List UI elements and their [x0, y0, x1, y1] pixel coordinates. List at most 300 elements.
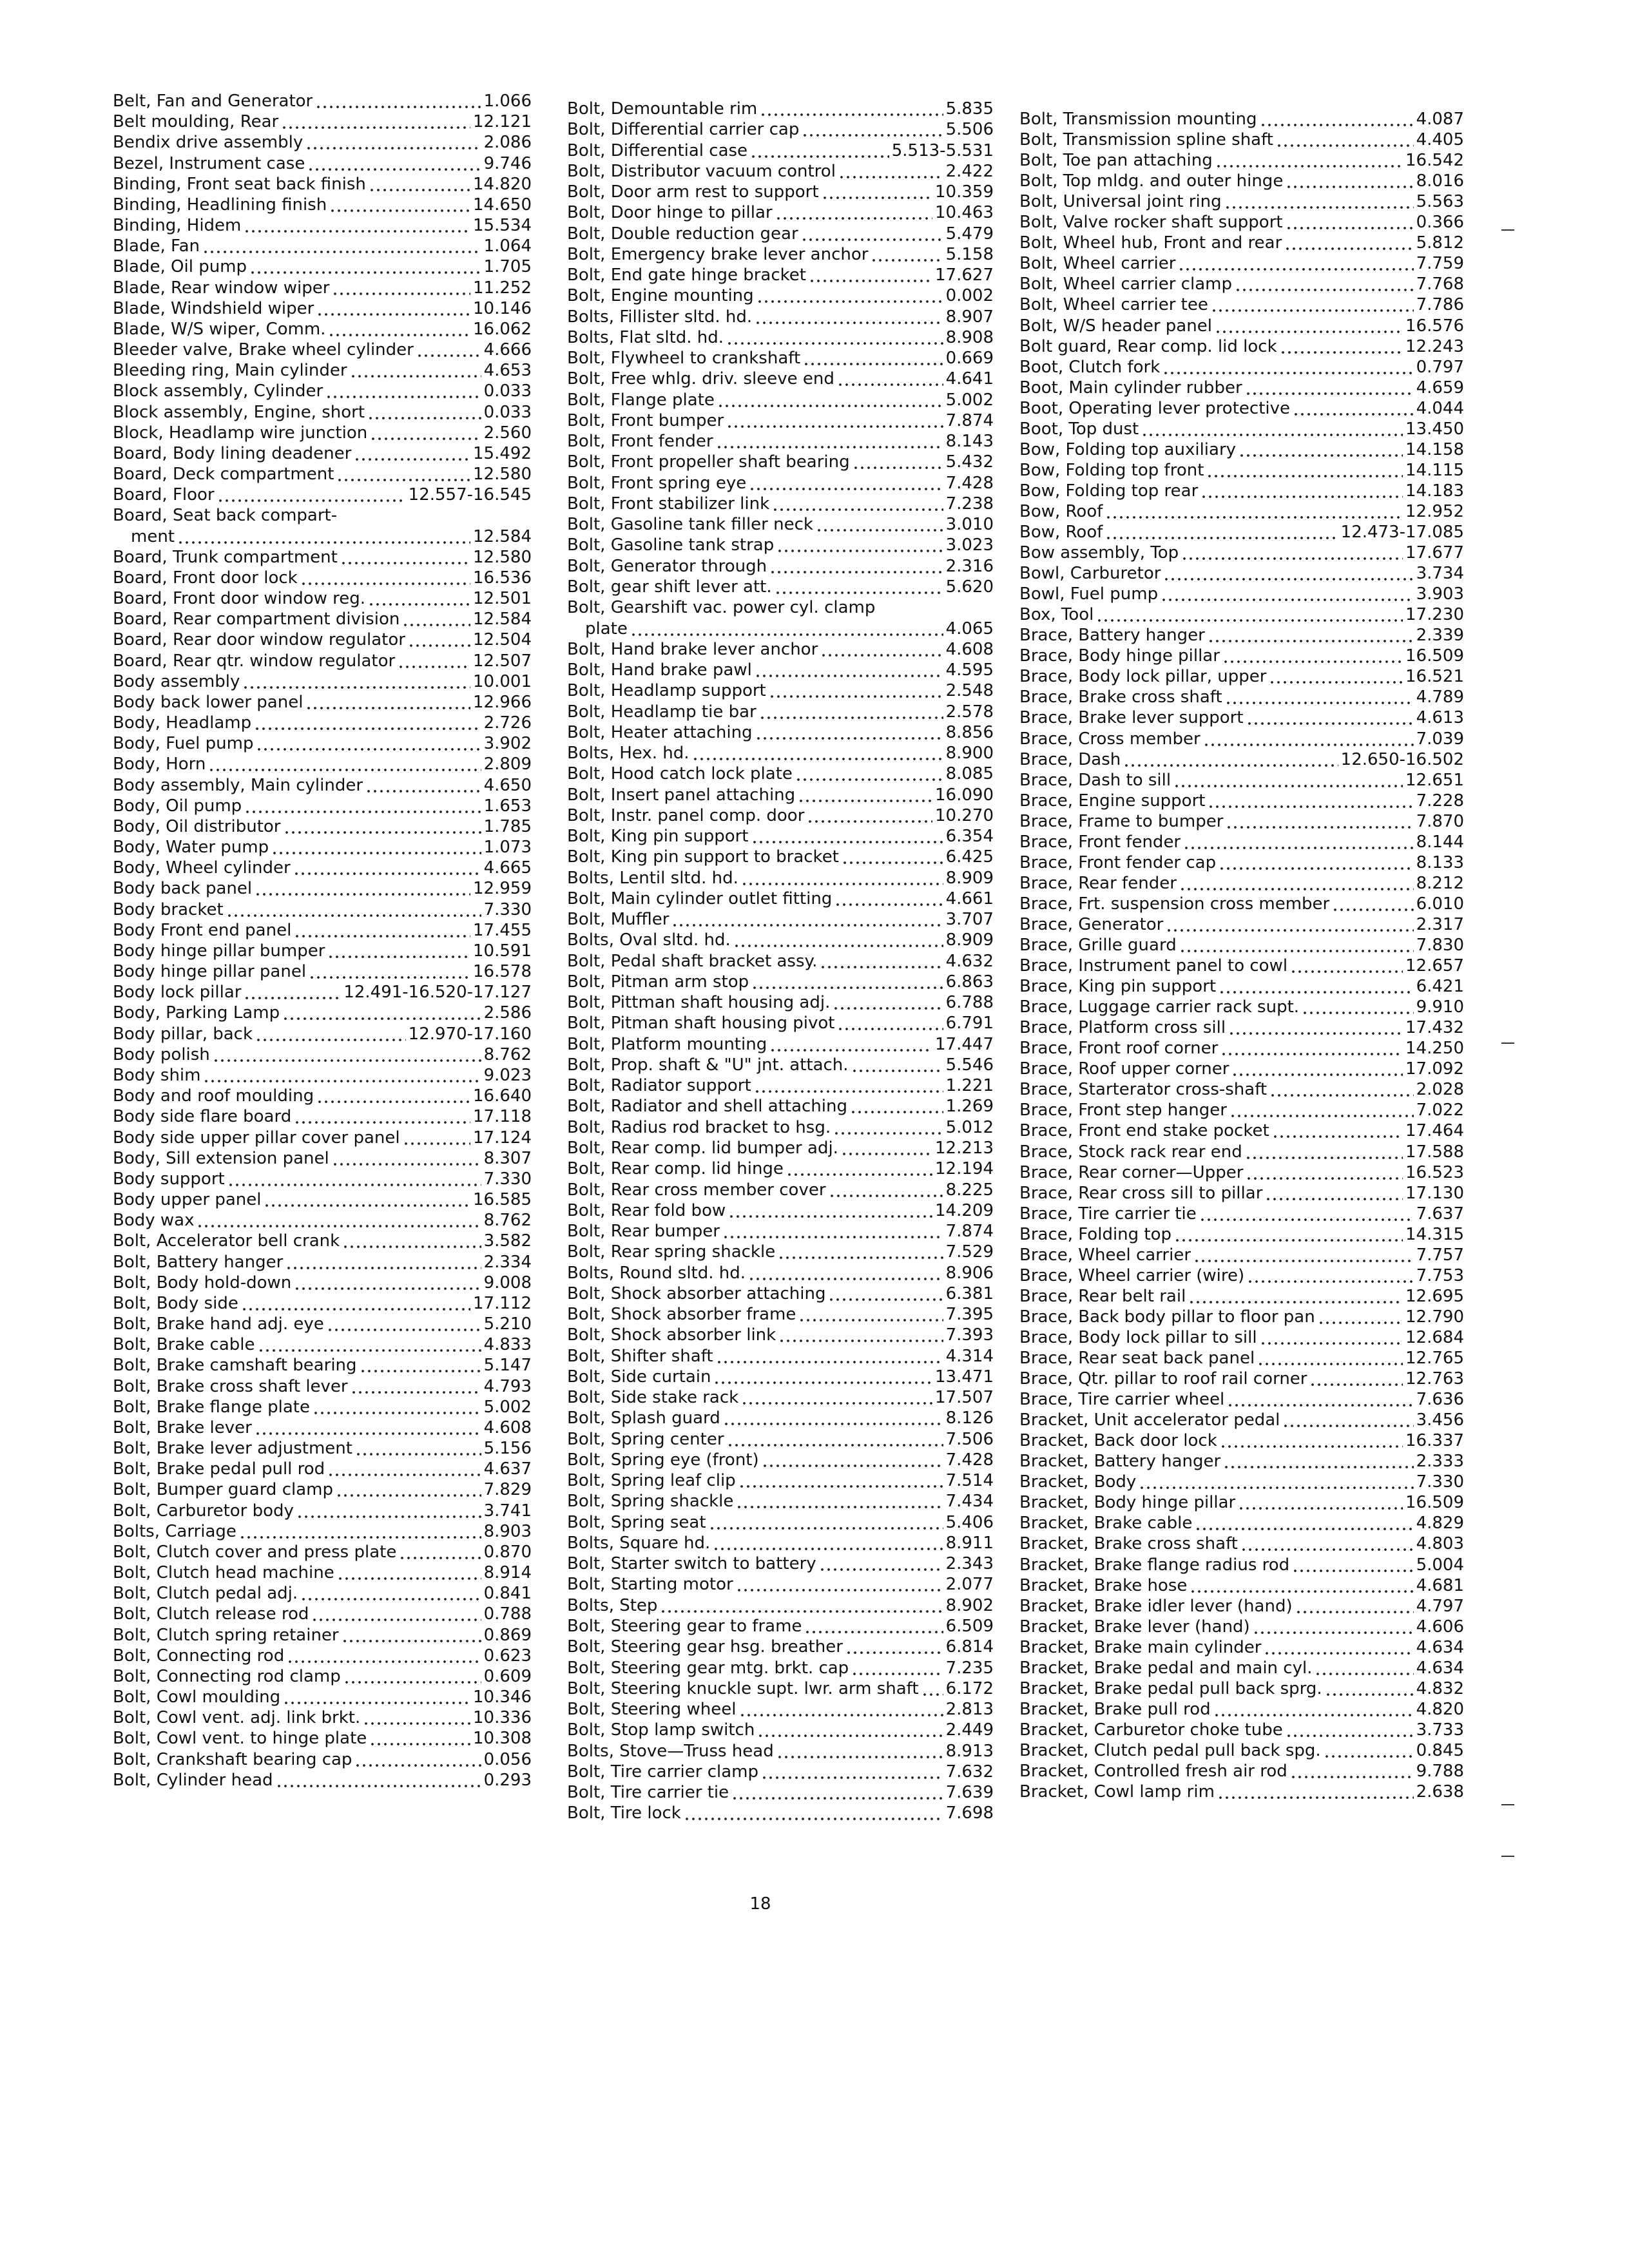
index-entry [567, 1200, 994, 1220]
entry-reference: 14.158 [1405, 439, 1464, 459]
dot-leader [1227, 1390, 1413, 1409]
index-entry [567, 1033, 994, 1054]
entry-reference: 10.146 [473, 298, 532, 318]
entry-reference: 3.741 [483, 1501, 532, 1521]
dot-leader [1240, 1534, 1414, 1553]
index-entry [1019, 294, 1464, 314]
entry-label: Bolt, Gearshift vac. power cyl. clamp [567, 598, 876, 618]
dot-leader [1123, 750, 1338, 769]
entry-label: Brace, Back body pillar to floor pan [1019, 1307, 1315, 1327]
entry-reference: 12.966 [473, 692, 532, 712]
entry-label: Bolt, Emergency brake lever anchor [567, 244, 869, 264]
dot-leader [1238, 1493, 1403, 1512]
index-entry [1019, 831, 1464, 852]
entry-reference: 10.270 [935, 805, 994, 825]
dot-leader [1208, 626, 1414, 645]
entry-label: Bolts, Hex. hd. [567, 744, 689, 764]
index-entry [113, 1272, 532, 1293]
index-entry [113, 1458, 532, 1479]
dot-leader [1217, 1782, 1414, 1802]
entry-reference: 12.473-17.085 [1340, 523, 1464, 542]
index-entry [1019, 1450, 1464, 1471]
entry-label: Bolt, Transmission mounting [1019, 110, 1257, 129]
dot-leader [398, 651, 470, 671]
index-entry [567, 1366, 994, 1387]
entry-label: Bolt, Starter switch to battery [567, 1554, 816, 1574]
entry-label: Board, Front door lock [113, 568, 298, 588]
entry-label: Bolt, Clutch spring retainer [113, 1625, 339, 1645]
index-entry [567, 1595, 994, 1615]
entry-reference: 8.908 [945, 327, 994, 347]
dot-leader [798, 1305, 943, 1324]
entry-reference: 0.788 [483, 1604, 532, 1624]
index-entry [1019, 1512, 1464, 1533]
index-entry [1019, 604, 1464, 624]
dot-leader [801, 224, 943, 244]
entry-label: Bendix drive assembly [113, 133, 304, 153]
dot-leader [828, 1284, 943, 1303]
index-entry [1019, 914, 1464, 934]
entry-label: Bracket, Carburetor choke tube [1019, 1720, 1283, 1740]
entry-label: Bolt, Cowl vent. to hinge plate [113, 1729, 367, 1749]
entry-reference: 0.033 [483, 381, 532, 401]
entry-label: Block assembly, Engine, short [113, 402, 365, 422]
entry-reference: 7.235 [945, 1658, 994, 1678]
entry-reference: 0.056 [483, 1749, 532, 1769]
entry-reference: 4.820 [1416, 1699, 1464, 1719]
entry-reference: 6.425 [945, 847, 994, 867]
entry-label: Bracket, Brake pedal and main cyl. [1019, 1658, 1313, 1678]
dot-leader [1220, 1039, 1403, 1058]
dot-leader [853, 452, 943, 472]
index-entry [1019, 1678, 1464, 1698]
index-entry [113, 1251, 532, 1272]
dot-leader [1292, 1555, 1413, 1575]
index-entry [113, 1064, 532, 1085]
entry-label: Bolt, Prop. shaft & "U" jnt. attach. [567, 1055, 849, 1075]
index-entry [113, 1044, 532, 1064]
dot-leader [1269, 1080, 1413, 1099]
dot-leader [820, 640, 943, 659]
entry-label: Brace, Platform cross sill [1019, 1018, 1226, 1038]
index-entry [113, 90, 532, 111]
index-entry [113, 1666, 532, 1686]
dot-leader [837, 369, 943, 389]
entry-reference: 10.336 [473, 1708, 532, 1728]
index-entry [113, 1230, 532, 1251]
entry-label: Bolt, King pin support [567, 827, 749, 847]
entry-label: Body assembly, Main cylinder [113, 775, 363, 795]
entry-label: Bolt, Brake cable [113, 1335, 255, 1355]
dot-leader [760, 99, 943, 119]
entry-label: Bolt, Rear comp. lid bumper adj. [567, 1139, 838, 1158]
index-entry [567, 1470, 994, 1490]
index-entry [113, 1479, 532, 1499]
dot-leader [1284, 233, 1413, 253]
entry-reference: 8.762 [483, 1211, 532, 1231]
index-entry [567, 285, 994, 305]
margin-mark [1501, 229, 1514, 231]
dot-leader [834, 889, 943, 908]
entry-reference: 12.194 [935, 1159, 994, 1179]
index-entry [1019, 1099, 1464, 1120]
entry-reference: 17.507 [935, 1388, 994, 1408]
entry-label: Body back lower panel [113, 692, 304, 712]
index-entry [113, 857, 532, 878]
entry-label: Bolt, Body hold-down [113, 1273, 292, 1293]
entry-label: Bolt, Gasoline tank filler neck [567, 515, 813, 535]
entry-reference: 6.421 [1416, 977, 1464, 997]
entry-reference: 16.536 [473, 568, 532, 588]
index-entry [1019, 686, 1464, 707]
dot-leader [342, 1231, 481, 1251]
entry-label: Bolt, Headlamp tie bar [567, 702, 757, 722]
dot-leader [293, 858, 481, 878]
index-entry [1019, 1224, 1464, 1244]
index-entry [567, 1740, 994, 1761]
entry-reference: 16.578 [473, 962, 532, 982]
entry-label: Bolt, Instr. panel comp. door [567, 805, 805, 825]
index-entry [113, 215, 532, 235]
index-entry [567, 1615, 994, 1636]
index-entry [113, 608, 532, 629]
entry-label: Belt, Fan and Generator [113, 91, 313, 111]
entry-reference: 4.666 [483, 340, 532, 360]
index-entry [1019, 1575, 1464, 1595]
dot-leader [332, 1149, 481, 1168]
entry-label: Brace, Front fender [1019, 832, 1181, 852]
index-entry [1019, 893, 1464, 914]
entry-label: Brace, Frame to bumper [1019, 811, 1224, 831]
index-entry [1019, 398, 1464, 418]
entry-reference: 0.293 [483, 1770, 532, 1790]
dot-leader [759, 702, 943, 722]
entry-label: Bolt, Shock absorber frame [567, 1305, 796, 1325]
entry-reference: 2.586 [483, 1003, 532, 1023]
index-entry [113, 588, 532, 608]
entry-label: Board, Front door window reg. [113, 589, 366, 609]
dot-leader [762, 1450, 943, 1470]
entry-reference: 8.909 [945, 868, 994, 888]
entry-reference: 10.359 [935, 182, 994, 202]
entry-label: Bolt, Tire carrier tie [567, 1783, 729, 1803]
dot-leader [837, 1014, 943, 1033]
entry-label: Bolt, Distributor vacuum control [567, 161, 836, 181]
entry-reference: 8.913 [945, 1741, 994, 1761]
entry-reference: 1.221 [945, 1076, 994, 1096]
entry-reference: 8.143 [945, 432, 994, 452]
index-entry [1019, 1244, 1464, 1265]
dot-leader [776, 1742, 943, 1761]
dot-leader [851, 1055, 943, 1075]
dot-leader [264, 1190, 470, 1209]
index-entry [113, 546, 532, 567]
dot-leader [227, 1169, 481, 1189]
entry-label: Bolt, Platform mounting [567, 1034, 767, 1054]
dot-leader [775, 577, 943, 597]
entry-reference: 8.914 [483, 1563, 532, 1583]
entry-label: Body upper panel [113, 1190, 262, 1209]
dot-leader [751, 972, 943, 992]
entry-label: Binding, Front seat back finish [113, 174, 366, 194]
entry-reference: 12.952 [1405, 501, 1464, 521]
dot-leader [369, 175, 470, 194]
entry-reference: 16.090 [935, 785, 994, 805]
index-entry [1019, 707, 1464, 727]
index-entry [567, 1220, 994, 1241]
entry-reference: 17.130 [1405, 1183, 1464, 1203]
dot-leader [761, 1762, 943, 1782]
entry-reference: 4.044 [1416, 398, 1464, 418]
index-entry [567, 680, 994, 700]
entry-label: Body pillar, back [113, 1024, 253, 1044]
index-entry [1019, 1079, 1464, 1099]
entry-label: Bolt, Cylinder head [113, 1770, 273, 1790]
dot-leader [249, 257, 481, 276]
entry-reference: 16.337 [1405, 1431, 1464, 1451]
dot-leader [1179, 936, 1414, 955]
entry-reference: 5.506 [945, 120, 994, 140]
entry-label: Bolt, Radiator support [567, 1076, 751, 1096]
dot-leader [1315, 1658, 1413, 1678]
entry-label: Bleeding ring, Main cylinder [113, 361, 347, 381]
entry-label: Bolt, Wheel hub, Front and rear [1019, 233, 1282, 253]
entry-reference: 5.156 [483, 1439, 532, 1459]
dot-leader [350, 361, 481, 380]
dot-leader [769, 681, 943, 700]
entry-label: Bow, Folding top front [1019, 460, 1204, 480]
entry-reference: 1.653 [483, 796, 532, 816]
entry-reference: 12.684 [1405, 1327, 1464, 1347]
entry-label: Block assembly, Cylinder [113, 381, 323, 401]
entry-label: Brace, Rear seat back panel [1019, 1349, 1255, 1368]
index-entry [567, 1324, 994, 1345]
entry-label: Body, Parking Lamp [113, 1003, 280, 1023]
dot-leader [325, 381, 481, 401]
entry-reference: 8.902 [945, 1595, 994, 1615]
index-entry [567, 763, 994, 783]
entry-reference: 17.432 [1405, 1018, 1464, 1038]
entry-label: Bolt, Wheel carrier [1019, 254, 1176, 274]
entry-label: Bolt, Wheel carrier clamp [1019, 274, 1232, 294]
dot-leader [242, 672, 470, 691]
entry-reference: 7.428 [945, 473, 994, 493]
index-entry [567, 639, 994, 659]
entry-reference: 16.585 [473, 1190, 532, 1209]
entry-reference: 2.422 [945, 161, 994, 181]
entry-label: Body hinge pillar bumper [113, 941, 325, 961]
entry-label: Bolt, Cowl moulding [113, 1687, 281, 1707]
entry-reference: 6.172 [945, 1678, 994, 1698]
entry-reference: 15.492 [473, 443, 532, 463]
entry-label: Bolt, Steering gear mtg. brkt. cap [567, 1658, 849, 1678]
dot-leader [841, 1139, 932, 1158]
dot-leader [1280, 337, 1403, 356]
entry-label: Bolt, Brake pedal pull rod [113, 1459, 325, 1479]
dot-leader [255, 1418, 481, 1437]
entry-label: Bracket, Back door lock [1019, 1431, 1217, 1451]
entry-reference: 4.829 [1416, 1514, 1464, 1533]
entry-label: Body, Oil distributor [113, 816, 281, 836]
entry-reference: 7.428 [945, 1450, 994, 1470]
index-entry [113, 194, 532, 215]
entry-reference: 8.856 [945, 722, 994, 742]
entry-reference: 4.650 [483, 775, 532, 795]
dot-leader [1193, 1245, 1414, 1265]
dot-leader [1272, 1121, 1403, 1140]
entry-label: Bracket, Brake cable [1019, 1514, 1193, 1533]
entry-label: Bolt, Steering wheel [567, 1700, 737, 1720]
entry-label: Bolt, Crankshaft bearing cap [113, 1749, 352, 1769]
dot-leader [283, 1687, 470, 1707]
entry-label: Bolts, Lentil sltd. hd. [567, 868, 738, 888]
dot-leader [226, 900, 481, 919]
index-entry [567, 1782, 994, 1802]
entry-label: Brace, Wheel carrier [1019, 1245, 1191, 1265]
dot-leader [804, 1617, 943, 1636]
index-entry [567, 389, 994, 410]
entry-label: Bolt, Brake cross shaft lever [113, 1376, 348, 1396]
index-entry [1019, 811, 1464, 831]
index-entry [567, 846, 994, 867]
dot-leader [842, 847, 943, 867]
index-entry [1019, 1058, 1464, 1079]
index-entry [113, 380, 532, 401]
entry-label: Bolt, Hood catch lock plate [567, 764, 793, 784]
entry-reference: 17.588 [1405, 1142, 1464, 1162]
index-entry [1019, 273, 1464, 294]
entry-reference: 4.405 [1416, 130, 1464, 150]
entry-reference: 5.620 [945, 577, 994, 597]
entry-reference: 0.797 [1416, 357, 1464, 377]
dot-leader [1235, 274, 1414, 294]
entry-reference: 8.212 [1416, 873, 1464, 893]
entry-label: Brace, Tire carrier tie [1019, 1204, 1197, 1224]
index-entry [1019, 1368, 1464, 1389]
entry-reference: 14.315 [1405, 1224, 1464, 1244]
dot-leader [254, 713, 481, 733]
index-entry [113, 981, 532, 1002]
entry-reference: 8.126 [945, 1408, 994, 1428]
dot-leader [921, 1679, 943, 1698]
entry-reference: 10.346 [473, 1687, 532, 1707]
entry-reference: 4.634 [1416, 1658, 1464, 1678]
index-entry [1019, 645, 1464, 666]
dot-leader [316, 1086, 470, 1106]
dot-leader [1162, 358, 1413, 377]
index-entry [113, 899, 532, 919]
entry-label: Bolt, Steering gear to frame [567, 1616, 802, 1636]
dot-leader [1173, 771, 1403, 790]
dot-leader [723, 1408, 943, 1428]
entry-label: Bolt, Rear fold bow [567, 1200, 726, 1220]
index-entry [1019, 790, 1464, 811]
index-entry [1019, 562, 1464, 583]
entry-reference: 5.158 [945, 244, 994, 264]
dot-leader [276, 1771, 481, 1790]
index-entry [567, 347, 994, 368]
index-entry [567, 410, 994, 430]
entry-reference: 7.529 [945, 1242, 994, 1262]
dot-leader [327, 941, 470, 961]
entry-label: Bezel, Instrument case [113, 153, 305, 173]
entry-label: Block, Headlamp wire junction [113, 423, 368, 443]
entry-label: Brace, Brake lever support [1019, 708, 1244, 728]
entry-label: Bolt, Insert panel attaching [567, 785, 796, 805]
entry-label: Bolt, Heater attaching [567, 722, 753, 742]
entry-label: Brace, Folding top [1019, 1224, 1172, 1244]
entry-label: Bolt, Starting motor [567, 1575, 733, 1595]
dot-leader [1257, 1349, 1403, 1368]
index-entry [1019, 1554, 1464, 1575]
entry-reference: 4.087 [1416, 110, 1464, 129]
entry-label: Bolt, Universal joint ring [1019, 192, 1222, 212]
entry-reference: 5.546 [945, 1055, 994, 1075]
entry-label: Brace, Instrument panel to cowl [1019, 956, 1288, 976]
dot-leader [1163, 564, 1413, 583]
dot-leader [1290, 1762, 1414, 1781]
entry-reference: 16.640 [473, 1086, 532, 1106]
entry-reference: 7.228 [1416, 791, 1464, 811]
dot-leader [1246, 708, 1414, 727]
index-entry [1019, 521, 1464, 542]
dot-leader [1161, 584, 1413, 604]
entry-label: Bolt, Shock absorber link [567, 1325, 776, 1345]
index-entry [567, 493, 994, 514]
entry-label: Body lock pillar [113, 983, 242, 1003]
dot-leader [776, 535, 943, 555]
entry-reference: 4.803 [1416, 1534, 1464, 1554]
entry-label: Bolt, Double reduction gear [567, 224, 798, 244]
entry-label: Bolt, Accelerator bell crank [113, 1231, 340, 1251]
index-entry [113, 1148, 532, 1168]
entry-label: Bolt, Generator through [567, 556, 767, 576]
dot-leader [1286, 1720, 1414, 1740]
index-entry [113, 1085, 532, 1106]
dot-leader [757, 286, 943, 305]
entry-label: Bolt, Rear comp. lid hinge [567, 1159, 784, 1179]
entry-label: Brace, Tire carrier wheel [1019, 1390, 1225, 1410]
dot-leader [736, 1575, 943, 1594]
index-entry [113, 712, 532, 733]
entry-reference: 0.669 [945, 349, 994, 369]
dot-leader [733, 930, 943, 950]
index-entry [113, 1106, 532, 1126]
entry-label: Brace, Rear corner—Upper [1019, 1162, 1244, 1182]
entry-reference: 8.903 [483, 1521, 532, 1541]
entry-reference: 6.010 [1416, 894, 1464, 914]
entry-reference: 5.563 [1416, 192, 1464, 212]
dot-leader [1141, 419, 1403, 439]
entry-label: Bolt, Clutch head machine [113, 1563, 334, 1583]
entry-label: Bow, Folding top auxiliary [1019, 439, 1237, 459]
entry-reference: 7.636 [1416, 1390, 1464, 1410]
entry-label: Body polish [113, 1044, 210, 1064]
dot-leader [1264, 1638, 1413, 1657]
entry-label: Boot, Top dust [1019, 419, 1139, 439]
entry-reference: 2.339 [1416, 626, 1464, 646]
dot-leader [296, 1501, 481, 1521]
entry-reference: 6.863 [945, 972, 994, 992]
entry-label: Bolt, Front propeller shaft bearing [567, 452, 850, 472]
index-entry [113, 919, 532, 940]
entry-label: Bolt, Rear bumper [567, 1222, 720, 1242]
dot-leader [1215, 151, 1403, 170]
index-entry [567, 181, 994, 202]
dot-leader [692, 744, 943, 763]
entry-reference: 3.707 [945, 910, 994, 930]
index-entry [1019, 232, 1464, 253]
